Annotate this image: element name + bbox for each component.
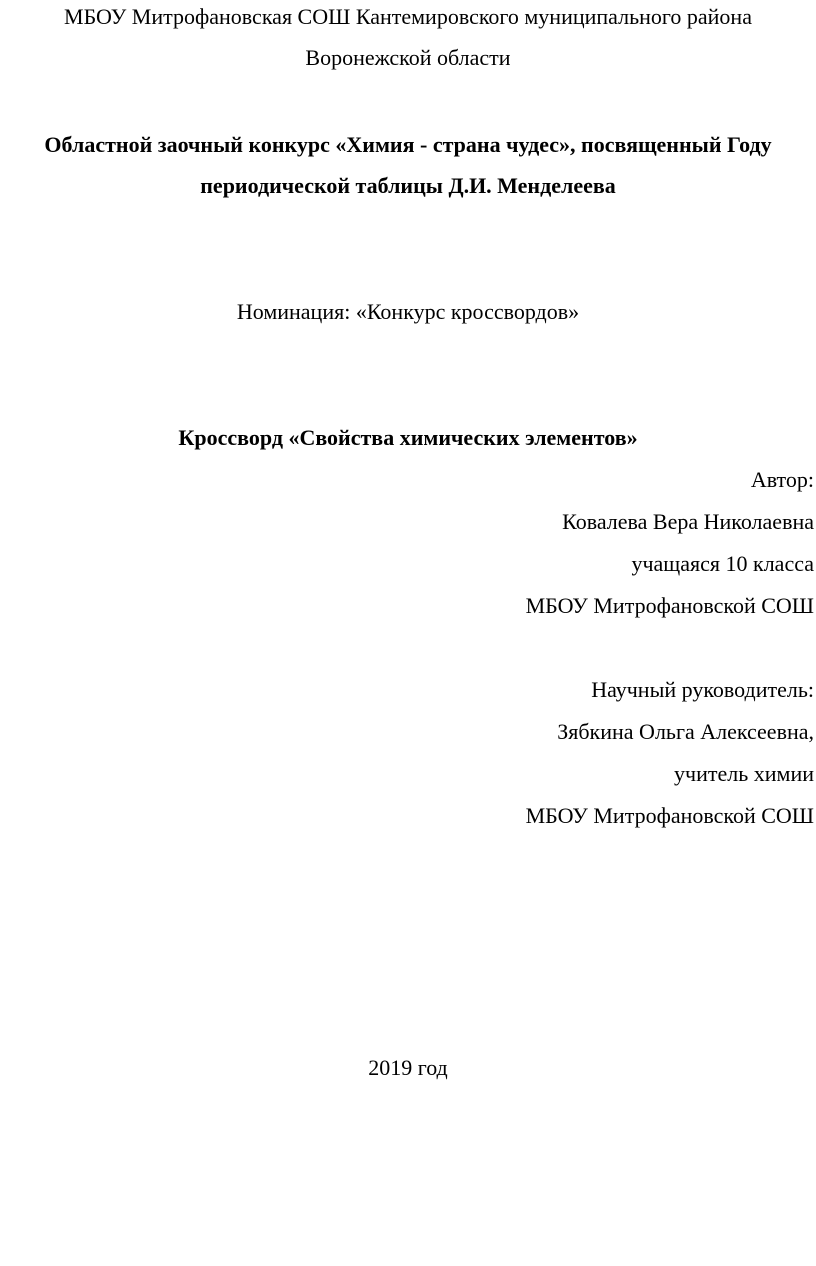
supervisor-school: МБОУ Митрофановской СОШ [525, 803, 814, 828]
author-grade: учащаяся 10 класса [631, 551, 814, 576]
author-name: Ковалева Вера Николаевна [562, 509, 814, 534]
supervisor-name: Зябкина Ольга Алексеевна, [557, 719, 814, 744]
nomination: Номинация: «Конкурс кроссвордов» [236, 299, 580, 324]
work-title: Кроссворд «Свойства химических элементов» [178, 425, 638, 450]
school-header-line2: Воронежской области [305, 45, 511, 70]
contest-title-line2: периодической таблицы Д.И. Менделеева [200, 173, 616, 198]
school-header-line1: МБОУ Митрофановская СОШ Кантемировского муниципального района [64, 4, 752, 29]
author-school: МБОУ Митрофановской СОШ [525, 593, 814, 618]
year: 2019 год [368, 1055, 448, 1080]
author-label: Автор: [750, 467, 814, 492]
contest-title-line1: Областной заочный конкурс «Химия - страна чудес», посвященный Году [44, 132, 772, 157]
supervisor-label: Научный руководитель: [591, 677, 814, 702]
supervisor-position: учитель химии [674, 761, 814, 786]
